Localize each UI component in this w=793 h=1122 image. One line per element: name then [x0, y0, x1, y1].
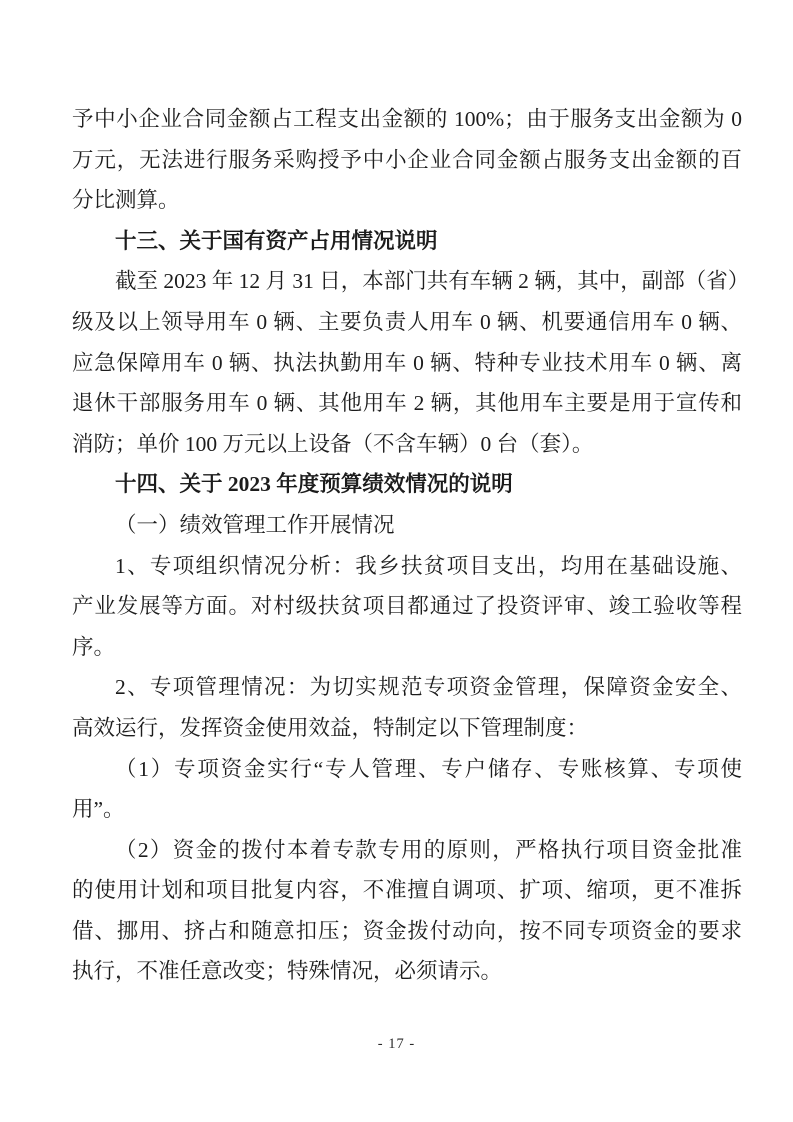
text-line: 借、挪用、挤占和随意扣压；资金拨付动向，按不同专项资金的要求 — [72, 918, 742, 943]
text-line: 十三、关于国有资产占用情况说明 — [115, 228, 438, 253]
text-line: 1、专项组织情况分析：我乡扶贫项目支出，均用在基础设施、 — [115, 553, 742, 578]
text-line: 执行，不准任意改变；特殊情况，必须请示。 — [72, 959, 503, 984]
text-line: 退休干部服务用车 0 辆、其他用车 2 辆，其他用车主要是用于宣传和 — [72, 391, 742, 416]
paragraph — [72, 830, 742, 992]
text-line: （2）资金的拨付本着专款专用的原则，严格执行项目资金批准 — [115, 837, 742, 862]
text-line: 截至 2023 年 12 月 31 日，本部门共有车辆 2 辆，其中，副部（省） — [115, 269, 750, 294]
text-line: 的使用计划和项目批复内容，不准擅自调项、扩项、缩项，更不准拆 — [72, 878, 742, 903]
paragraph — [72, 667, 742, 748]
text-line: 用”。 — [72, 797, 125, 822]
text-line: 级及以上领导用车 0 辆、主要负责人用车 0 辆、机要通信用车 0 辆、 — [72, 309, 742, 334]
text-line: 分比测算。 — [72, 188, 180, 213]
text-line: 序。 — [72, 634, 116, 659]
text-line: 2、专项管理情况：为切实规范专项资金管理，保障资金安全、 — [115, 675, 742, 700]
text-line: （一）绩效管理工作开展情况 — [115, 512, 395, 537]
page-number: - 17 - — [377, 1036, 416, 1052]
paragraph — [72, 261, 750, 464]
page-footer — [0, 1035, 793, 1053]
text-line: 消防；单价 100 万元以上设备（不含车辆）0 台（套）。 — [72, 431, 594, 456]
section-heading — [72, 221, 742, 262]
text-line: 予中小企业合同金额占工程支出金额的 100%；由于服务支出金额为 0 — [72, 107, 742, 131]
text-line: 产业发展等方面。对村级扶贫项目都通过了投资评审、竣工验收等程 — [72, 594, 742, 619]
paragraph — [72, 546, 742, 668]
text-line: 十四、关于 2023 年度预算绩效情况的说明 — [115, 472, 513, 497]
text-line: 应急保障用车 0 辆、执法执勤用车 0 辆、特种专业技术用车 0 辆、离 — [72, 350, 742, 375]
section-heading — [72, 464, 742, 505]
paragraph — [72, 749, 742, 830]
paragraph — [72, 99, 742, 221]
text-line: （1）专项资金实行“专人管理、专户储存、专账核算、专项使 — [115, 756, 742, 781]
document-content — [72, 99, 750, 992]
text-line: 高效运行，发挥资金使用效益，特制定以下管理制度： — [72, 715, 589, 740]
paragraph — [72, 505, 742, 546]
text-line: 万元，无法进行服务采购授予中小企业合同金额占服务支出金额的百 — [72, 147, 742, 172]
